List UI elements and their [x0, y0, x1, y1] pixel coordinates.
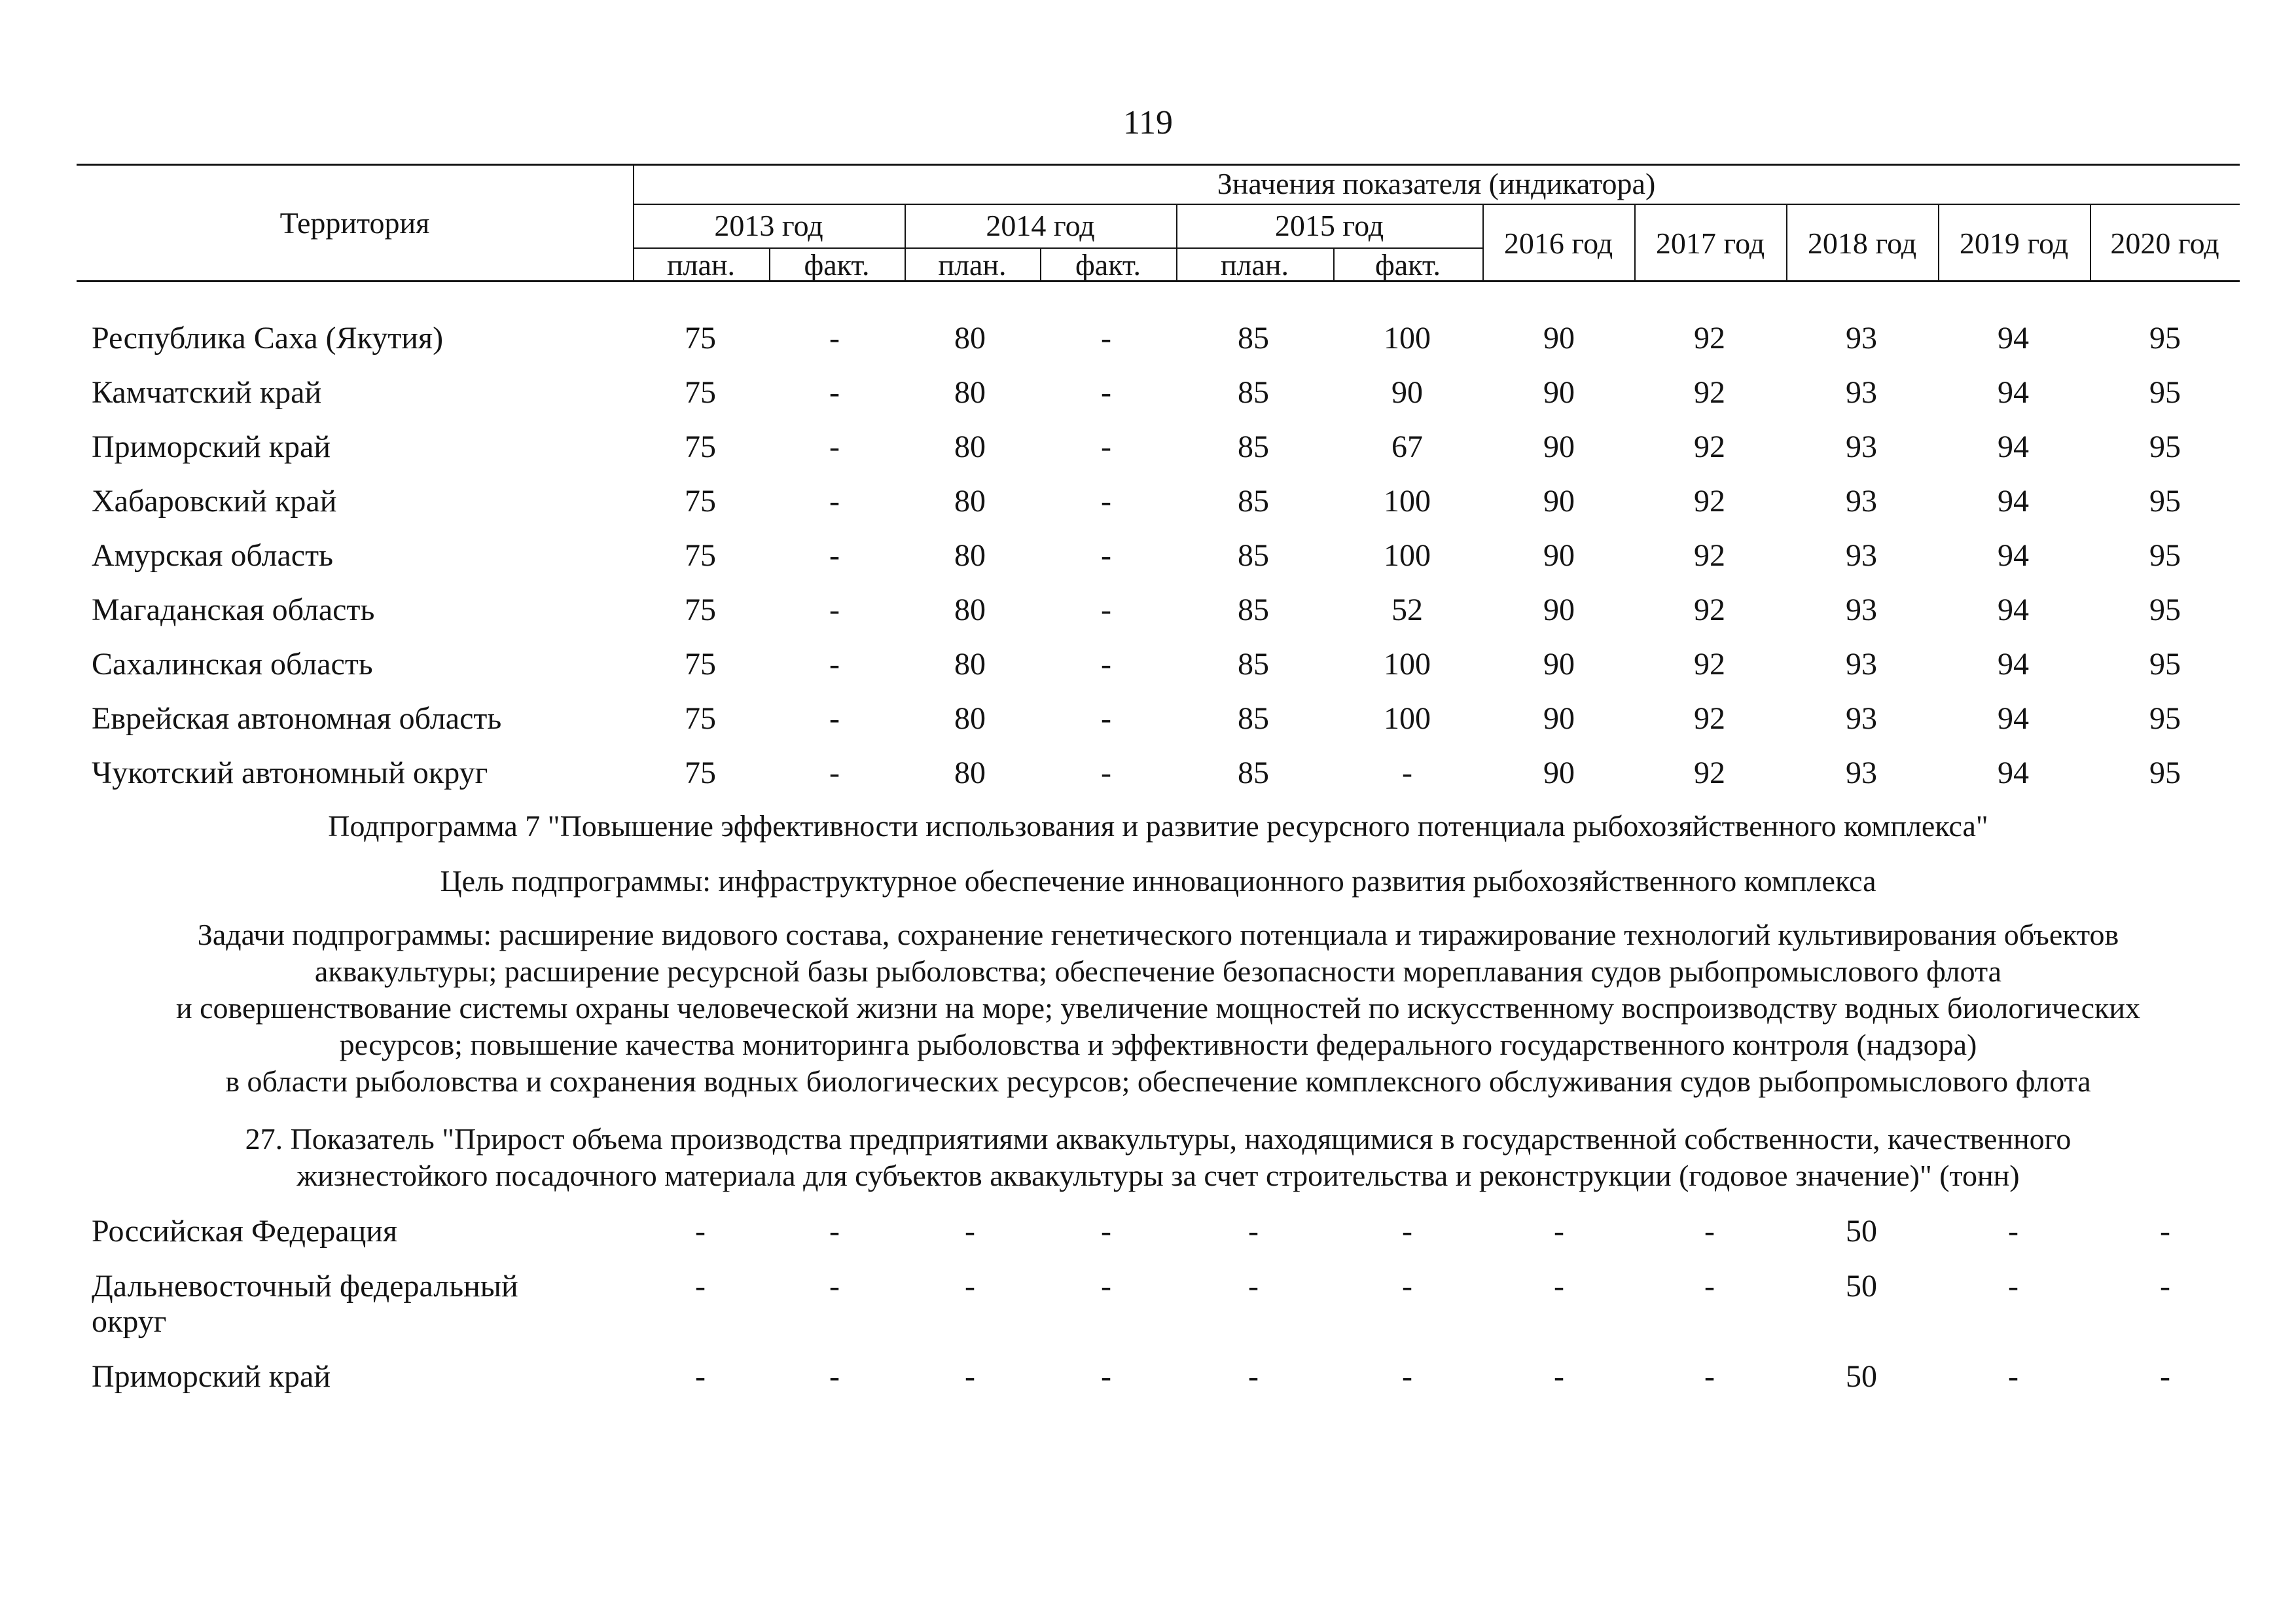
row-value: 85 [1238, 321, 1269, 356]
row-value: 93 [1846, 701, 1877, 736]
row-value: - [1402, 1269, 1412, 1304]
row-value: 92 [1694, 593, 1725, 627]
row-territory-name: Республика Саха (Якутия) [92, 321, 444, 356]
row-value: - [965, 1269, 975, 1304]
header-indicator-values: Значения показателя (индикатора) [1217, 167, 1656, 200]
row-value: 80 [954, 321, 986, 356]
row-value: 90 [1543, 429, 1575, 464]
row-value: - [2160, 1269, 2170, 1304]
row-territory-name: Магаданская область [92, 593, 375, 627]
header-year: 2015 год [1274, 209, 1384, 242]
row-value: 93 [1846, 375, 1877, 410]
row-territory-name: округ [92, 1304, 167, 1339]
row-value: 94 [1998, 593, 2029, 627]
header-fact: факт. [1075, 248, 1141, 282]
row-value: 52 [1391, 593, 1423, 627]
row-value: - [695, 1269, 706, 1304]
header-fact: факт. [804, 248, 870, 282]
row-value: - [1554, 1269, 1564, 1304]
tasks-line: ресурсов; повышение качества мониторинга рыболовства и эффективности федерального государственного контроля (надзора) [339, 1028, 1977, 1061]
row-value: 85 [1238, 756, 1269, 790]
row-value: - [1402, 1214, 1412, 1249]
header-year: 2017 год [1655, 226, 1765, 260]
row-value: - [1101, 701, 1111, 736]
row-value: - [2160, 1359, 2170, 1394]
row-value: 80 [954, 538, 986, 573]
row-value: - [1248, 1359, 1259, 1394]
row-value: 94 [1998, 429, 2029, 464]
row-value: 94 [1998, 701, 2029, 736]
row-value: 75 [685, 593, 716, 627]
row-value: 93 [1846, 321, 1877, 356]
row-territory-name: Камчатский край [92, 375, 322, 410]
row-value: - [1248, 1269, 1259, 1304]
row-value: - [829, 1214, 840, 1249]
row-value: - [1101, 484, 1111, 519]
row-value: 75 [685, 321, 716, 356]
row-value: - [2008, 1214, 2018, 1249]
header-year: 2019 год [1959, 226, 2069, 260]
row-value: - [1402, 756, 1412, 790]
row-value: - [829, 429, 840, 464]
row-value: - [1554, 1359, 1564, 1394]
row-value: 95 [2149, 375, 2181, 410]
header-year: 2018 год [1807, 226, 1917, 260]
row-value: 85 [1238, 701, 1269, 736]
row-value: 75 [685, 538, 716, 573]
row-value: 80 [954, 647, 986, 682]
row-value: 94 [1998, 321, 2029, 356]
row-value: 75 [685, 647, 716, 682]
row-value: 85 [1238, 429, 1269, 464]
row-value: - [1554, 1214, 1564, 1249]
row-value: - [1101, 647, 1111, 682]
row-value: 93 [1846, 593, 1877, 627]
row-value: 92 [1694, 484, 1725, 519]
row-value: 85 [1238, 538, 1269, 573]
row-value: - [965, 1359, 975, 1394]
row-value: 93 [1846, 538, 1877, 573]
row-value: 85 [1238, 593, 1269, 627]
row-value: 100 [1384, 484, 1431, 519]
row-value: 90 [1543, 321, 1575, 356]
tasks-line: аквакультуры; расширение ресурсной базы рыболовства; обеспечение безопасности мореплавания судов рыбопромыслового флота [314, 955, 2002, 988]
row-value: 50 [1846, 1269, 1877, 1304]
header-territory: Территория [279, 206, 430, 240]
row-value: - [1704, 1269, 1715, 1304]
row-value: 80 [954, 484, 986, 519]
row-value: 92 [1694, 701, 1725, 736]
subprogram-goal: Цель подпрограммы: инфраструктурное обеспечение инновационного развития рыбохозяйственного комплекса [440, 864, 1876, 898]
row-value: - [2160, 1214, 2170, 1249]
row-value: - [829, 701, 840, 736]
row-value: 90 [1543, 484, 1575, 519]
row-value: 95 [2149, 593, 2181, 627]
header-fact: факт. [1374, 248, 1441, 282]
row-value: 93 [1846, 756, 1877, 790]
row-value: 75 [685, 756, 716, 790]
row-value: 100 [1384, 647, 1431, 682]
row-value: - [829, 1269, 840, 1304]
row-value: - [695, 1214, 706, 1249]
row-value: 67 [1391, 429, 1423, 464]
row-value: 80 [954, 375, 986, 410]
page-number: 119 [1122, 104, 1174, 141]
header-plan: план. [938, 248, 1007, 282]
row-value: - [829, 1359, 840, 1394]
row-value: 95 [2149, 701, 2181, 736]
row-value: 50 [1846, 1214, 1877, 1249]
row-value: - [829, 593, 840, 627]
row-value: - [1101, 1214, 1111, 1249]
row-value: - [1101, 321, 1111, 356]
row-value: 92 [1694, 429, 1725, 464]
tasks-line: в области рыболовства и сохранения водных биологических ресурсов; обеспечение комплексного обслуживания судов рыбопромыслового флота [225, 1065, 2091, 1098]
row-value: 100 [1384, 701, 1431, 736]
row-value: - [1101, 375, 1111, 410]
row-value: - [2008, 1269, 2018, 1304]
row-value: 92 [1694, 321, 1725, 356]
tasks-line: и совершенствование системы охраны человеческой жизни на море; увеличение мощностей по искусственному воспроизводству водных биологических [176, 991, 2140, 1025]
row-value: - [829, 484, 840, 519]
row-value: 92 [1694, 538, 1725, 573]
row-territory-name: Чукотский автономный округ [92, 756, 488, 790]
row-value: 95 [2149, 647, 2181, 682]
row-value: - [829, 375, 840, 410]
row-value: 90 [1543, 756, 1575, 790]
row-value: 90 [1543, 538, 1575, 573]
row-value: 90 [1543, 701, 1575, 736]
row-value: - [2008, 1359, 2018, 1394]
row-value: 80 [954, 593, 986, 627]
row-territory-name: Приморский край [92, 429, 331, 464]
row-value: 95 [2149, 484, 2181, 519]
header-plan: план. [666, 248, 736, 282]
row-value: - [1101, 1269, 1111, 1304]
indicator-line: жизнестойкого посадочного материала для субъектов аквакультуры за счет строительства и реконструкции (годовое значение)" (тонн) [296, 1159, 2020, 1192]
row-value: 85 [1238, 484, 1269, 519]
row-value: 90 [1391, 375, 1423, 410]
row-value: 94 [1998, 647, 2029, 682]
row-value: 85 [1238, 375, 1269, 410]
header-year: 2013 год [714, 209, 823, 242]
row-value: 80 [954, 429, 986, 464]
row-value: - [1704, 1359, 1715, 1394]
row-territory-name: Амурская область [92, 538, 333, 573]
row-value: 92 [1694, 756, 1725, 790]
row-value: 95 [2149, 321, 2181, 356]
row-territory-name: Сахалинская область [92, 647, 373, 682]
row-value: 75 [685, 701, 716, 736]
header-plan: план. [1220, 248, 1289, 282]
row-value: 93 [1846, 647, 1877, 682]
row-value: - [1101, 756, 1111, 790]
row-territory-name: Российская Федерация [92, 1214, 398, 1249]
row-value: 75 [685, 484, 716, 519]
row-value: - [829, 756, 840, 790]
row-value: 90 [1543, 375, 1575, 410]
header-year: 2020 год [2110, 226, 2219, 260]
row-value: 75 [685, 375, 716, 410]
row-value: 93 [1846, 429, 1877, 464]
header-year: 2014 год [986, 209, 1095, 242]
row-value: - [1704, 1214, 1715, 1249]
row-value: - [829, 321, 840, 356]
row-value: - [1402, 1359, 1412, 1394]
row-value: 75 [685, 429, 716, 464]
row-value: - [1101, 1359, 1111, 1394]
row-value: 100 [1384, 321, 1431, 356]
row-value: - [1101, 429, 1111, 464]
row-value: 90 [1543, 593, 1575, 627]
row-value: 94 [1998, 756, 2029, 790]
header-year: 2016 год [1503, 226, 1613, 260]
row-value: 50 [1846, 1359, 1877, 1394]
row-territory-name: Еврейская автономная область [92, 701, 502, 736]
row-value: 95 [2149, 429, 2181, 464]
row-territory-name: Хабаровский край [92, 484, 337, 519]
row-value: - [1101, 593, 1111, 627]
row-value: - [1101, 538, 1111, 573]
row-value: 90 [1543, 647, 1575, 682]
row-value: - [965, 1214, 975, 1249]
row-value: - [829, 538, 840, 573]
subprogram-title: Подпрограмма 7 "Повышение эффективности использования и развитие ресурсного потенциала рыбохозяйственного комплекса" [328, 809, 1988, 843]
row-value: 94 [1998, 484, 2029, 519]
row-territory-name: Дальневосточный федеральный [92, 1269, 518, 1304]
row-territory-name: Приморский край [92, 1359, 331, 1394]
row-value: 94 [1998, 538, 2029, 573]
row-value: 92 [1694, 647, 1725, 682]
tasks-line: Задачи подпрограммы: расширение видового состава, сохранение генетического потенциала и тиражирование технологий культивирования объектов [197, 918, 2119, 951]
row-value: 95 [2149, 538, 2181, 573]
table-header [77, 164, 2240, 282]
row-value: 93 [1846, 484, 1877, 519]
row-value: 94 [1998, 375, 2029, 410]
row-value: - [829, 647, 840, 682]
row-value: 92 [1694, 375, 1725, 410]
row-value: 95 [2149, 756, 2181, 790]
row-value: 85 [1238, 647, 1269, 682]
indicator-line: 27. Показатель "Прирост объема производства предприятиями аквакультуры, находящимися в государственной собственности, качественного [245, 1122, 2072, 1156]
row-value: 80 [954, 701, 986, 736]
row-value: - [695, 1359, 706, 1394]
row-value: 100 [1384, 538, 1431, 573]
row-value: 80 [954, 756, 986, 790]
row-value: - [1248, 1214, 1259, 1249]
